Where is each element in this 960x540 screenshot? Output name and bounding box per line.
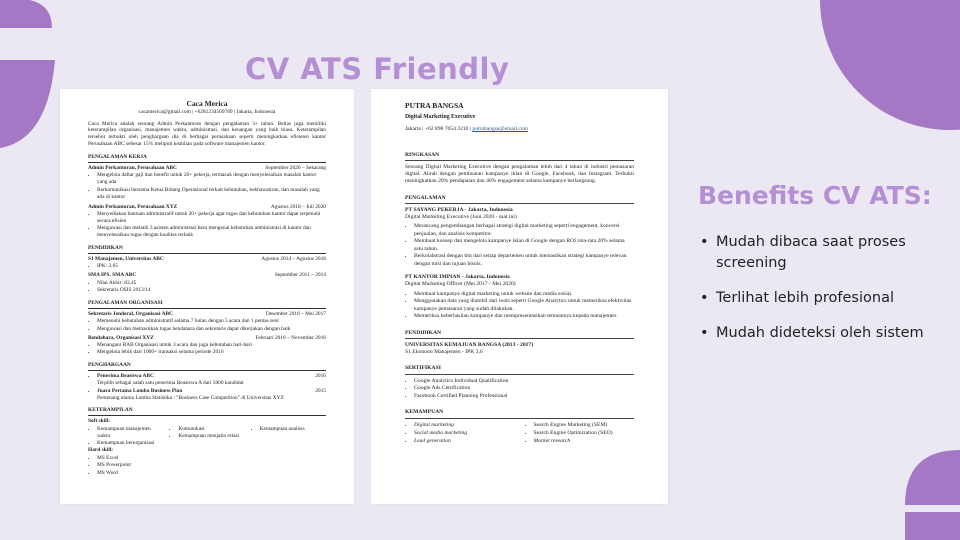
- cv1-exp-item: • Mengawasi dan melatih 3 asisten administrasi baru mengenai kebutuhan administrasi di kantor dan menyelesaikan tugas dengan kualitas terbaik: [97, 225, 326, 239]
- cv2-skill-item: • Market research: [534, 438, 635, 445]
- cv1-skill-item: • MS Word: [97, 470, 326, 477]
- cv1-edu-item: • IPK: 3,65: [97, 263, 326, 270]
- cv1-edu-entry: [88, 256, 326, 270]
- cv1-award-desc: Pemenang utama Lomba Statistika : "Business Case Competition" di Universitas XYZ: [97, 394, 284, 401]
- cv2-skill-heading: KEMAMPUAN: [405, 409, 634, 418]
- cv1-org-item: • Mengawasi dan memastikan tugas bendahara dan sekretaris dapat dikerjakan dengan baik: [97, 326, 326, 333]
- cv1-exp-item: • Mengelola daftar gaji dan benefit untuk 20+ pekerja, termasuk dengan menyelesaikan masalah kantor yang ada: [97, 172, 326, 186]
- cv2-exp-item: • Membuat konsep dan mengelola kampanye iklan di Google dengan ROI rata-rata 20% selama satu tahun.: [414, 238, 634, 253]
- cv1-award-item: [97, 388, 326, 402]
- cv1-award-item: [97, 373, 326, 387]
- decor-bottom-right-shape: [905, 450, 960, 540]
- cv2-edu-school: UNIVERSITAS KEMAJUAN BANGSA (2013 - 2017): [405, 341, 534, 348]
- cv1-name: Caca Merica: [186, 99, 228, 108]
- cv1-contact: cacamerica@gmail.com | +6281234569789 | Jakarta, Indonesia: [138, 108, 276, 115]
- cv2-name: PUTRA BANGSA: [405, 101, 464, 110]
- cv1-exp-date: September 2020 – Sekarang: [265, 165, 326, 172]
- benefit-item: • Mudah dideteksi oleh sistem: [700, 323, 940, 344]
- cv1-org-heading: PENGALAMAN ORGANISASI: [88, 300, 326, 309]
- cv1-award-name: • Juara Pertama Lomba Business Plan: [97, 387, 183, 394]
- cv1-award-desc: Terpilih sebagai salah satu penerima Beasiswa A dari 5000 kandidat: [97, 380, 244, 387]
- cv2-summary: Seorang Digital Marketing Executive dengan pengalaman lebih dari 4 tahun di industri pemasaran digital. Ahrab dengan pembuatan kampanye iklan di Google, Facebook, dan Instagram. Terbukti meningkatkan 20% pendapatan dan 40% engagement selama kampanye berlangsung.: [405, 163, 634, 185]
- cv1-skill-item: • Kemampuan menjalin relasi: [178, 433, 244, 440]
- cv1-edu-item: • Sekretaris OSIS 2013/14: [97, 287, 326, 294]
- cv2-skill-item: • Digital marketing: [414, 422, 515, 429]
- cv1-skill-item: • Kemampuan berorganisasi: [97, 440, 163, 447]
- cv1-hard-skills: [88, 455, 326, 477]
- cv1-edu-heading: PENDIDIKAN: [88, 245, 326, 254]
- cv2-exp-company: PT KANTOR IMPIAN - Jakarta, Indonesia: [405, 274, 510, 280]
- cv2-summary-heading: RINGKASAN: [405, 152, 634, 161]
- cv1-edu-entry: [88, 272, 326, 294]
- cv1-org-entry: [88, 335, 326, 357]
- cv1-hard-label: Hard skill:: [88, 447, 114, 454]
- cv1-skill-item: • Komunikasi: [178, 426, 244, 433]
- cv2-exp-item: • Menggunakan data yang diambil dari tools seperti Google Analytics untuk memeriksa efektivitas kampanye pemasaran yang sudah dilakukan.: [414, 298, 634, 313]
- cv2-skill-columns: [405, 422, 634, 446]
- cv1-exp-role: Admin Perkantoran, Perusahaan ABC: [88, 165, 177, 172]
- cv2-cert-item: • Google Ads Certification: [414, 385, 634, 392]
- cv-sample-putra-bangsa: [371, 89, 668, 504]
- cv2-skill-item: • Social media marketing: [414, 430, 515, 437]
- cv1-soft-label: Soft skill:: [88, 418, 111, 425]
- decor-top-right-circle: [790, 0, 960, 130]
- cv2-edu-degree: S1 Ekonomi Manajemen - IPK 3,6: [405, 349, 483, 356]
- cv2-role: Digital Marketing Executive: [405, 113, 476, 120]
- benefit-item: • Mudah dibaca saat proses screening: [700, 232, 940, 274]
- cv1-exp-entry: [88, 204, 326, 240]
- cv2-skill-item: • Search Engine Marketing (SEM): [534, 422, 635, 429]
- cv2-exp-role: Digital Marketing Officer (Mei 2017 - Mei 2020): [405, 281, 516, 288]
- cv2-exp-role: Digital Marketing Executive (Juni 2020 - saat ini): [405, 214, 517, 221]
- cv1-exp-entry: [88, 165, 326, 201]
- cv1-org-date: Februari 2016 – November 2016: [255, 334, 326, 341]
- cv1-exp-heading: PENGALAMAN KERJA: [88, 154, 326, 163]
- cv1-edu-date: Agustus 2014 – Agustus 2018: [261, 256, 326, 262]
- cv2-exp-heading: PENGALAMAN: [405, 195, 634, 204]
- cv1-edu-school: SMA IPS, SMA ABC: [88, 272, 137, 279]
- cv1-award-name: • Penerima Beasiswa ABC: [97, 373, 154, 380]
- cv1-exp-role: Admin Perkantoran, Perusahaan XYZ: [88, 203, 178, 210]
- cv1-award-year: 2015: [315, 387, 326, 394]
- cv1-skill-item: • Kemampuan manajemen waktu: [97, 426, 163, 440]
- cv1-edu-item: • Nilai Akhir: 83,45: [97, 280, 326, 287]
- cv1-org-item: • Mengelola lebih dari 1000+ transaksi selama periode 2016: [97, 349, 326, 356]
- cv1-org-role: Bendahara, Organisasi XYZ: [88, 334, 154, 341]
- cv1-award-year: 2016: [315, 373, 326, 380]
- cv2-cert-item: • Facebook Certified Planning Professional: [414, 393, 634, 400]
- cv2-email-link[interactable]: putrabangsa@email.com: [472, 126, 529, 133]
- benefits-title: Benefits CV ATS:: [698, 181, 932, 210]
- cv2-exp-item: • Berkolaborasi dengan tim dari setiap departemen untuk memastikan strategi kampanye relevan dengan misi dan tujuan bisnis.: [414, 253, 634, 268]
- cv2-skill-item: • Lead generation: [414, 438, 515, 445]
- cv2-exp-item: • Memeriksa keberhasilan kampanye dan mempresentasikan temuannya kepada manajemen.: [414, 313, 634, 320]
- page-title: CV ATS Friendly: [245, 52, 510, 86]
- cv1-skill-item: • MS Excel: [97, 455, 326, 462]
- cv2-exp-entry: [405, 274, 634, 321]
- cv1-award-heading: PENGHARGAAN: [88, 362, 326, 371]
- cv2-cert-list: [405, 378, 634, 401]
- cv1-skill-item: • MS Powerpoint: [97, 462, 326, 469]
- benefit-item: • Terlihat lebih profesional: [700, 288, 940, 309]
- cv1-org-date: Desember 2016 – Mei 2017: [265, 310, 326, 317]
- cv2-exp-company: PT SAYANG PEKERJA - Jakarta, Indonesia: [405, 206, 513, 213]
- cv2-exp-item: • Membuat kampanye digital marketing untuk website dan media sosial.: [414, 291, 634, 298]
- cv1-org-item: • Memenuhi kebutuhan administratif selama 7 bulan dengan 5 acara dan 1 pentas seni: [97, 318, 326, 325]
- cv1-summary: Caca Merica adalah seorang Admin Perkantoran dengan pengalaman 3+ tahun. Belias juga memiliki keterampilan organisasi, manajemen waktu, administrasi, dan keuangan yang baik biasa. Keterampilan tersebut terbukti oleh penghargaan dia di berbagai perusahaan seperti meningkatkan efisiensi kantor Perusahaan ABC sebesar 15% meliputi keahlian pada software manajemen kantor.: [88, 120, 326, 148]
- cv1-org-item: • Menangani RAB Organisasi untuk 3 acara dan juga kebutuhan hari-hari: [97, 342, 326, 349]
- cv2-exp-item: • Merancang pengembangan berbagai strategi digital marketing seperti engagement, konversi penjualan, dan analisis kompetitor.: [414, 223, 634, 238]
- cv1-edu-school: S1 Manajemen, Universitas ABC: [88, 256, 164, 262]
- cv1-exp-item: • Menyediakan bantuan administratif untuk 20+ pekerja agar tugas dan kebutuhan kantor dapat terpenuhi secara efisien: [97, 211, 326, 225]
- cv1-exp-date: Agustus 2018 – Juli 2020: [270, 203, 326, 210]
- benefits-list: [700, 231, 940, 358]
- cv1-org-role: Sekretaris Jenderal, Organisasi ABC: [88, 310, 173, 317]
- cv2-edu-heading: PENDIDIKAN: [405, 330, 634, 339]
- cv1-skill-heading: KETERAMPILAN: [88, 407, 326, 416]
- cv-sample-caca-merica: [60, 89, 354, 504]
- cv2-skill-item: • Search Engine Optimization (SEO): [534, 430, 635, 437]
- cv2-exp-entry: [405, 207, 634, 268]
- decor-top-left-shape: [0, 0, 60, 150]
- cv2-cert-item: • Google Analytics Individual Qualification: [414, 378, 634, 385]
- cv1-skill-item: • Kemampuan analisis: [260, 426, 326, 433]
- cv2-contact: Jakarta | +62 898 7654 3210 |: [405, 126, 471, 133]
- cv2-cert-heading: SERTIFIKASI: [405, 365, 634, 374]
- cv1-exp-item: • Berkomunikasi bersama Ketua Bidang Operasional terkait kebutuhan, kekhawatiran, dan masalah yang ada di kantor: [97, 187, 326, 201]
- cv1-soft-skills: [88, 425, 326, 447]
- cv2-contact-line: [405, 126, 634, 133]
- cv1-edu-date: September 2011 – 2014: [274, 272, 326, 279]
- cv1-org-entry: [88, 311, 326, 333]
